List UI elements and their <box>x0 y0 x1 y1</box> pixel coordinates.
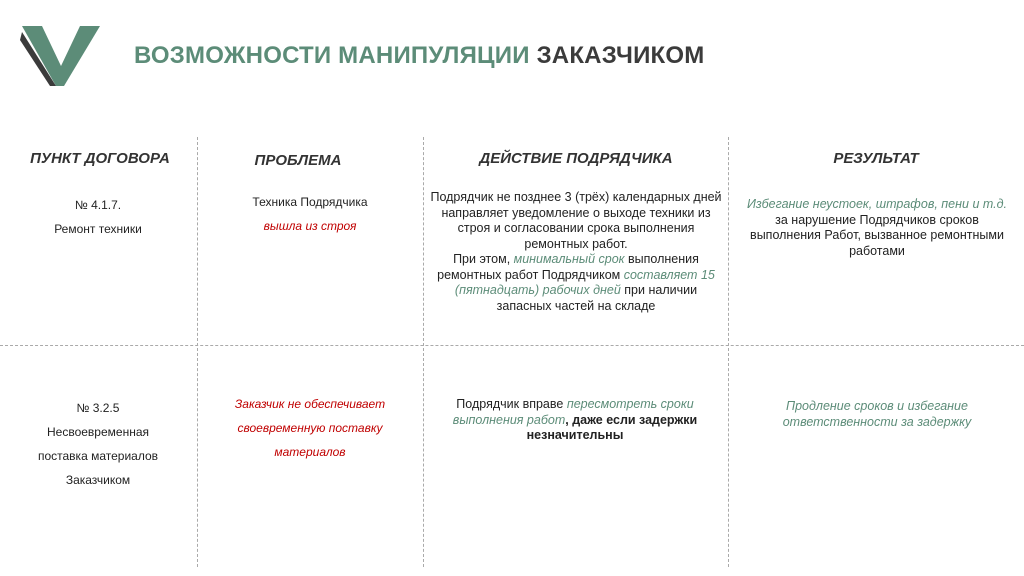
page-title-accent: ВОЗМОЖНОСТИ МАНИПУЛЯЦИИ <box>134 42 530 69</box>
row1-clause-number: № 4.1.7. <box>74 198 122 212</box>
header-action: ДЕЙСТВИЕ ПОДРЯДЧИКА <box>479 150 673 167</box>
row1-problem <box>198 190 422 238</box>
header-result: РЕЗУЛЬТАТ <box>833 150 919 167</box>
column-divider <box>728 137 729 567</box>
row2-action-highlight: пересмотреть сроки выполнения работ <box>452 397 694 427</box>
row1-action-paragraph2: При этом, минимальный срок выполнения ремонтных работ Подрядчиком составляет 15 (пятнадцать) рабочих дней при наличии запасных частей на складе <box>437 252 715 313</box>
row2-clause-line3: поставка материалов <box>37 449 159 463</box>
page-title-rest: ЗАКАЗЧИКОМ <box>536 42 705 69</box>
row2-clause-number: № 3.2.5 <box>76 401 120 415</box>
page-title <box>134 42 704 70</box>
row1-action-paragraph1: Подрядчик не позднее 3 (трёх) календарных дней направляет уведомление о выходе техники из строя и согласовании срока выполнения ремонтных работ. <box>430 190 722 251</box>
row1-clause <box>0 193 196 241</box>
row-divider <box>0 345 1024 346</box>
company-logo <box>20 22 102 88</box>
row2-action-emphasis: , даже если задержки незначительны <box>526 412 698 442</box>
row1-result-highlight: Избегание неустоек, штрафов, пени и т.д. <box>746 197 1007 211</box>
row2-clause <box>0 396 196 492</box>
row1-result <box>738 197 1016 259</box>
row1-action <box>426 190 726 314</box>
row2-problem <box>198 392 422 464</box>
header-clause: ПУНКТ ДОГОВОРА <box>30 150 170 167</box>
row2-problem-line3: материалов <box>274 445 346 459</box>
row2-problem-line2: своевременную поставку <box>237 421 383 435</box>
row1-problem-text: Техника Подрядчика <box>252 195 368 209</box>
column-divider <box>423 137 424 567</box>
row2-action-text: Подрядчик вправе <box>456 397 567 411</box>
row1-result-text: за нарушение Подрядчиков сроков выполнения Работ, вызванное ремонтными работами <box>750 212 1004 258</box>
row2-action <box>440 397 710 444</box>
row2-clause-line4: Заказчиком <box>65 473 131 487</box>
row1-problem-highlight: вышла из строя <box>263 219 357 233</box>
row2-result: Продление сроков и избегание ответственности за задержку <box>782 399 972 429</box>
row2-clause-line2: Несвоевременная <box>47 425 149 439</box>
header-problem: ПРОБЛЕМА <box>254 152 342 169</box>
row2-problem-line1: Заказчик не обеспечивает <box>234 397 386 411</box>
row1-clause-name: Ремонт техники <box>54 222 142 236</box>
